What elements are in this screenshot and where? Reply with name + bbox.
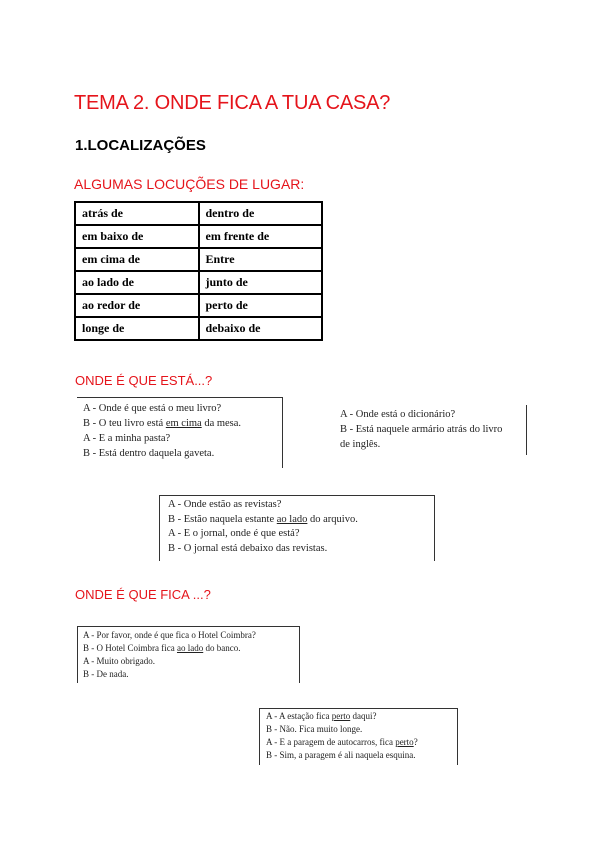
- section-heading: 1.LOCALIZAÇÕES: [75, 137, 206, 154]
- dialogue-line: B - De nada.: [83, 669, 129, 679]
- dialogue-box-estacao: [259, 708, 458, 765]
- dialogue-line: A - Onde estão as revistas?: [168, 499, 282, 510]
- table-cell: em baixo de: [75, 225, 199, 248]
- dialogue-box-livro: [77, 397, 283, 468]
- dialogue-box-hotel: [77, 626, 300, 683]
- table-cell: Entre: [199, 248, 323, 271]
- dialogue-line: de inglês.: [340, 439, 381, 450]
- table-row: [75, 202, 322, 225]
- dialogue-line: B - O jornal está debaixo das revistas.: [168, 542, 328, 554]
- table-cell: perto de: [199, 294, 323, 317]
- dialogue-box-dicionario: [333, 405, 527, 455]
- table-row: [75, 317, 322, 340]
- table-cell: em cima de: [75, 248, 199, 271]
- dialogue-line: [266, 710, 457, 723]
- text-segment: B - O Hotel Coimbra fica: [83, 643, 177, 653]
- text-segment: A - A estação fica: [266, 711, 332, 721]
- dialogue-line: B - Está dentro daquela gaveta.: [83, 448, 215, 459]
- locucoes-heading: ALGUMAS LOCUÇÕES DE LUGAR:: [74, 176, 305, 192]
- dialogue-line: [83, 642, 299, 655]
- table-cell: em frente de: [199, 225, 323, 248]
- table-row: [75, 248, 322, 271]
- table-row: [75, 294, 322, 317]
- table-row: [75, 271, 322, 294]
- text-segment: do arquivo.: [307, 513, 358, 525]
- dialogue-line: [168, 513, 434, 528]
- text-segment: do banco.: [203, 643, 241, 653]
- locucoes-table: [74, 201, 323, 341]
- underlined-locution: em cima: [165, 418, 202, 429]
- dialogue-line: A - Por favor, onde é que fica o Hotel Coimbra?: [83, 630, 256, 640]
- dialogue-line: B - Sim, a paragem é ali naquela esquina.: [266, 750, 416, 760]
- onde-fica-heading: ONDE É QUE FICA ...?: [75, 587, 211, 602]
- text-segment: ?: [413, 737, 418, 747]
- underlined-locution: perto: [395, 737, 414, 747]
- text-segment: da mesa.: [201, 418, 242, 429]
- dialogue-line: A - Onde é que está o meu livro?: [83, 403, 222, 414]
- text-segment: daqui?: [350, 711, 377, 721]
- onde-esta-heading: ONDE É QUE ESTÁ...?: [75, 373, 213, 388]
- table-cell: atrás de: [75, 202, 199, 225]
- dialogue-line: B - Está naquele armário atrás do livro: [340, 424, 503, 435]
- table-cell: debaixo de: [199, 317, 323, 340]
- table-cell: dentro de: [199, 202, 323, 225]
- underlined-locution: ao lado: [276, 513, 308, 525]
- dialogue-line: A - E o jornal, onde é que está?: [168, 528, 300, 539]
- table-cell: ao redor de: [75, 294, 199, 317]
- underlined-locution: ao lado: [176, 643, 204, 653]
- dialogue-line: A - Onde está o dicionário?: [340, 409, 456, 420]
- table-cell: ao lado de: [75, 271, 199, 294]
- text-segment: B - Estão naquela estante: [168, 513, 277, 525]
- dialogue-box-revistas: [159, 495, 435, 561]
- text-segment: B - O teu livro está: [83, 418, 166, 429]
- table-row: [75, 225, 322, 248]
- underlined-locution: perto: [331, 711, 351, 721]
- dialogue-line: [83, 416, 282, 431]
- dialogue-line: B - Não. Fica muito longe.: [266, 724, 363, 734]
- dialogue-line: A - Muito obrigado.: [83, 656, 155, 666]
- page-title: TEMA 2. ONDE FICA A TUA CASA?: [74, 92, 391, 114]
- dialogue-line: [266, 736, 457, 749]
- table-cell: junto de: [199, 271, 323, 294]
- dialogue-line: A - E a minha pasta?: [83, 433, 171, 444]
- text-segment: A - E a paragem de autocarros, fica: [266, 737, 396, 747]
- table-cell: longe de: [75, 317, 199, 340]
